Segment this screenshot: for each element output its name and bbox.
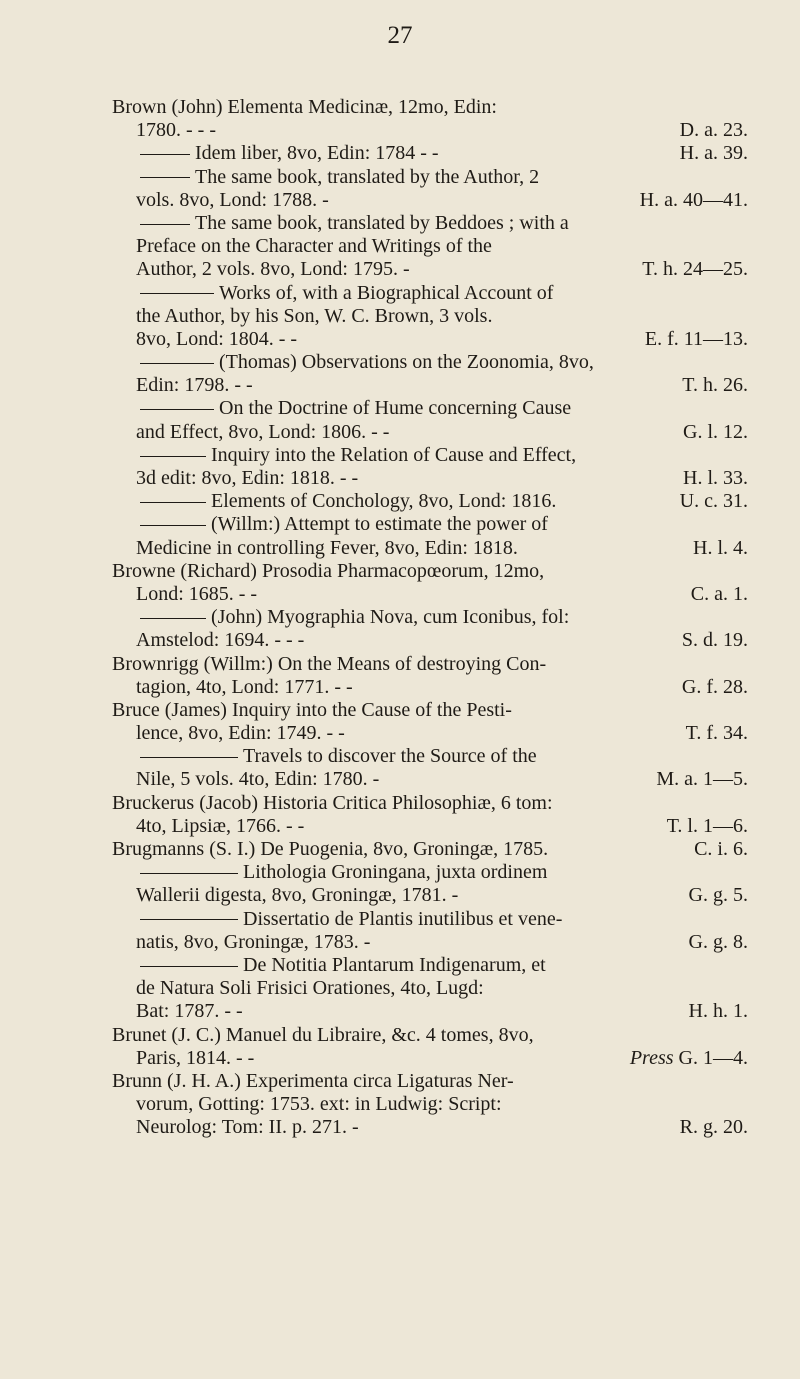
catalog-list [112,96,776,1139]
entry-line: Inquiry into the Relation of Cause and Effect, [112,444,776,467]
ditto-dash [140,757,238,758]
catalog-entry [112,792,776,838]
catalog-entry [112,745,776,791]
entry-line: de Natura Soli Frisici Orationes, 4to, Lugd: [136,977,484,1000]
catalog-entry [112,838,776,861]
entry-line: Wallerii digesta, 8vo, Groningæ, 1781. - G. g. 5. [136,884,748,907]
entry-line: natis, 8vo, Groningæ, 1783. - G. g. 8. [136,930,748,953]
entry-line: Bat: 1787. - - H. h. 1. [136,1000,748,1023]
entry-line: lence, 8vo, Edin: 1749. - - T. f. 34. [136,722,748,745]
entry-line: Lithologia Groningana, juxta ordinem [112,861,776,884]
catalog-entry [112,351,776,397]
entry-line: Bruckerus (Jacob) Historia Critica Philosophiæ, 6 tom: [112,791,553,814]
entry-line: Medicine in controlling Fever, 8vo, Edin: 1818. H. l. 4. [136,536,748,559]
entry-line: Bruce (James) Inquiry into the Cause of the Pesti- [112,698,512,721]
entry-line: The same book, translated by Beddoes ; with a [112,212,776,235]
shelf-mark: H. l. 4. [693,536,748,559]
shelf-mark: G. f. 28. [681,675,748,698]
catalog-entry [112,560,776,606]
shelf-mark: E. f. 11—13. [644,327,748,350]
ditto-dash [140,224,190,225]
ditto-dash [140,873,238,874]
entry-line: Amstelod: 1694. - - - S. d. 19. [136,629,748,652]
shelf-mark: D. a. 23. [679,119,748,142]
ditto-dash [140,363,214,364]
entry-line: Paris, 1814. - - Press G. 1—4. [136,1046,748,1069]
entry-line: Brunet (J. C.) Manuel du Libraire, &c. 4 tomes, 8vo, [112,1023,534,1046]
ditto-dash [140,154,190,155]
entry-line: Elements of Conchology, 8vo, Lond: 1816. U. c. 31. [112,490,776,513]
entry-line: vorum, Gotting: 1753. ext: in Ludwig: Script: [136,1093,502,1116]
shelf-mark: G. g. 8. [688,930,748,953]
catalog-entry [112,954,776,1024]
catalog-entry [112,908,776,954]
entry-line: Author, 2 vols. 8vo, Lond: 1795. - T. h. 24—25. [136,258,748,281]
entry-line: Works of, with a Biographical Account of [112,282,776,305]
entry-line: 4to, Lipsiæ, 1766. - - T. l. 1—6. [136,814,748,837]
entry-line: Edin: 1798. - - T. h. 26. [136,374,748,397]
entry-line: vols. 8vo, Lond: 1788. - H. a. 40—41. [136,188,748,211]
ditto-dash [140,293,214,294]
entry-line: and Effect, 8vo, Lond: 1806. - - G. l. 12. [136,420,748,443]
shelf-mark: H. h. 1. [688,1000,748,1023]
entry-line: the Author, by his Son, W. C. Brown, 3 vols. [136,304,493,327]
entry-line: Preface on the Character and Writings of the [136,235,492,258]
entry-line: tagion, 4to, Lond: 1771. - - G. f. 28. [136,675,748,698]
ditto-dash [140,618,206,619]
entry-line: Lond: 1685. - - C. a. 1. [136,582,748,605]
entry-line: 1780. - - - D. a. 23. [136,119,748,142]
shelf-mark: T. h. 26. [682,374,748,397]
entry-line: On the Doctrine of Hume concerning Cause [112,397,776,420]
catalog-entry [112,444,776,490]
ditto-dash [140,177,190,178]
shelf-mark: S. d. 19. [681,629,748,652]
entry-line: Brunn (J. H. A.) Experimenta circa Ligaturas Ner- [112,1069,514,1092]
entry-line: Brown (John) Elementa Medicinæ, 12mo, Edin: [112,96,497,118]
entry-line: Browne (Richard) Prosodia Pharmacopœorum, 12mo, [112,559,545,582]
press-label: Press [629,1046,674,1069]
entry-line: (Willm:) Attempt to estimate the power of [112,513,776,536]
shelf-mark: M. a. 1—5. [656,768,748,791]
catalog-entry [112,861,776,907]
shelf-mark: G. l. 12. [683,420,748,443]
catalog-entry [112,606,776,652]
shelf-mark: T. h. 24—25. [642,258,748,281]
shelf-mark: C. i. 6. [694,838,748,860]
page-number: 27 [387,22,413,49]
entry-line: 3d edit: 8vo, Edin: 1818. - - H. l. 33. [136,467,748,489]
shelf-mark: C. a. 1. [690,582,748,605]
catalog-entry [112,282,776,352]
catalog-entry [112,653,776,699]
entry-line: Neurolog: Tom: II. p. 271. - R. g. 20. [136,1116,748,1139]
entry-line: Brownrigg (Willm:) On the Means of destroying Con- [112,652,547,675]
entry-line: Nile, 5 vols. 4to, Edin: 1780. - M. a. 1—5. [136,768,748,791]
shelf-mark: Press G. 1—4. [629,1046,748,1069]
shelf-mark: H. l. 33. [683,467,748,489]
catalog-entry [112,212,776,282]
entry-line: Idem liber, 8vo, Edin: 1784 - - H. a. 39. [112,142,776,165]
entry-line: 8vo, Lond: 1804. - - E. f. 11—13. [136,327,748,350]
catalog-entry [112,513,776,559]
catalog-entry [112,397,776,443]
catalog-entry [112,166,776,212]
ditto-dash [140,525,206,526]
shelf-mark: T. f. 34. [685,722,748,745]
entry-line: (Thomas) Observations on the Zoonomia, 8vo, [112,351,776,374]
catalog-entry [112,490,776,513]
shelf-mark: G. g. 5. [688,884,748,907]
catalog-entry [112,142,776,165]
entry-line: Dissertatio de Plantis inutilibus et vene- [112,908,776,931]
catalog-entry [112,1070,776,1140]
shelf-mark: H. a. 40—41. [639,188,748,211]
catalog-entry [112,1024,776,1070]
ditto-dash [140,919,238,920]
ditto-dash [140,409,214,410]
shelf-mark: T. l. 1—6. [666,814,748,837]
entry-line: The same book, translated by the Author, 2 [112,166,776,189]
entry-line: (John) Myographia Nova, cum Iconibus, fol: [112,606,776,629]
entry-line: De Notitia Plantarum Indigenarum, et [112,954,776,977]
catalog-entry [112,96,776,142]
shelf-mark: R. g. 20. [679,1116,748,1139]
ditto-dash [140,456,206,457]
entry-line: Brugmanns (S. I.) De Puogenia, 8vo, Groningæ, 1785. C. i. 6. [112,838,748,860]
catalog-entry [112,699,776,745]
shelf-mark: U. c. 31. [679,490,748,513]
ditto-dash [140,966,238,967]
entry-line: Travels to discover the Source of the [112,745,776,768]
ditto-dash [140,502,206,503]
shelf-mark: H. a. 39. [679,142,748,165]
